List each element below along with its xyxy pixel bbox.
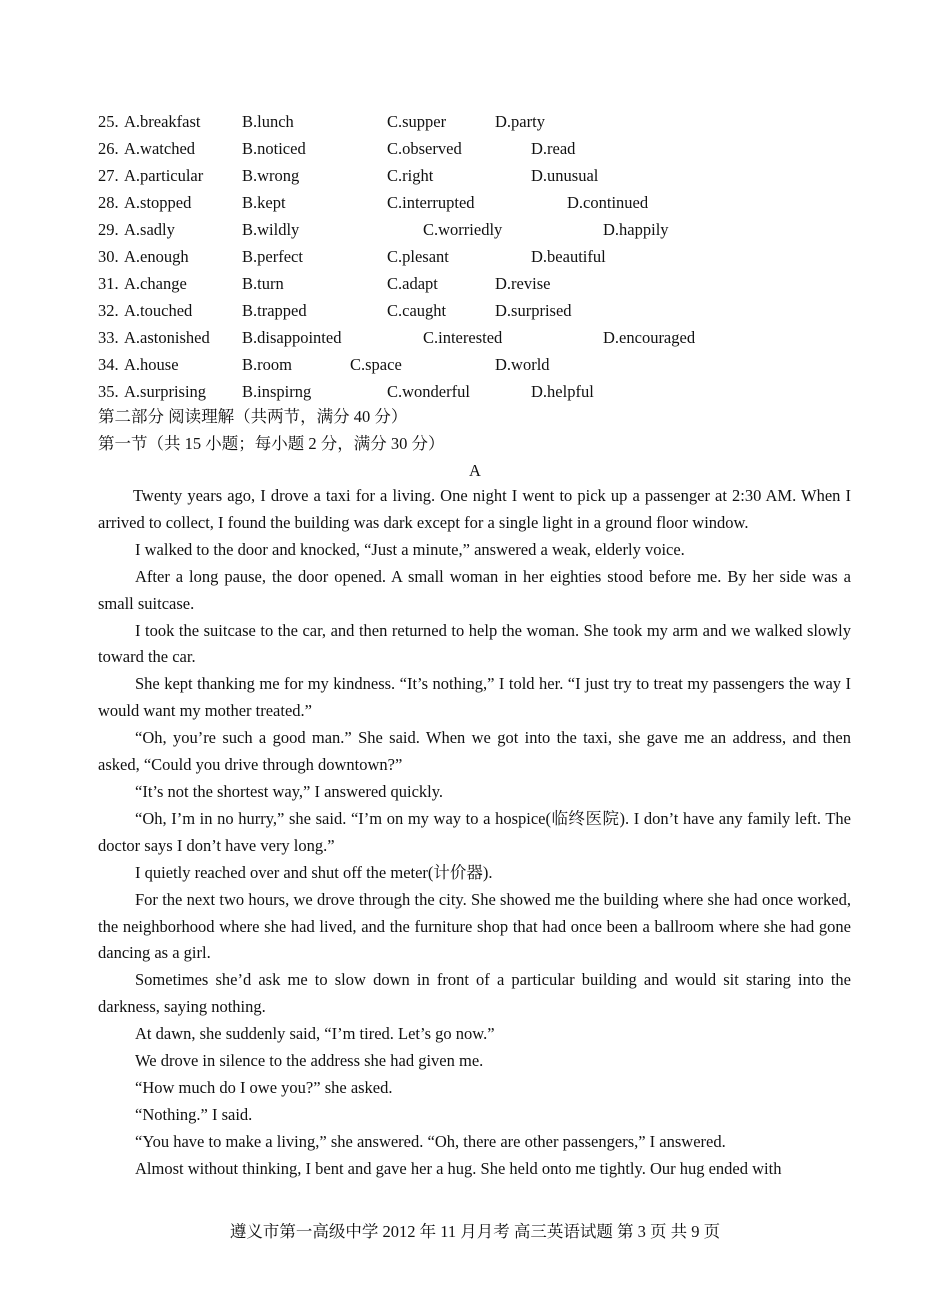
option-a: A.astonished xyxy=(124,328,210,347)
question-row-32 xyxy=(98,297,858,324)
passage-paragraph: “Nothing.” I said. xyxy=(135,1104,253,1124)
question-row-35 xyxy=(98,378,858,405)
question-number: 31. xyxy=(98,274,119,293)
option-b: B.wrong xyxy=(242,166,300,185)
passage-paragraph: At dawn, she suddenly said, “I’m tired. Let’s go now.” xyxy=(135,1024,495,1044)
option-d: D.revise xyxy=(495,274,551,293)
passage-paragraph: “How much do I owe you?” she asked. xyxy=(135,1077,393,1097)
option-a: A.house xyxy=(124,355,179,374)
question-number: 30. xyxy=(98,247,119,266)
option-a: A.touched xyxy=(124,301,193,320)
option-a: A.breakfast xyxy=(124,112,201,131)
option-c: C.interrupted xyxy=(387,193,475,212)
question-row-33 xyxy=(98,324,858,351)
option-c: C.caught xyxy=(387,301,447,320)
question-number: 32. xyxy=(98,301,119,320)
option-d: D.world xyxy=(495,355,550,374)
option-c: C.adapt xyxy=(387,274,438,293)
option-b: B.perfect xyxy=(242,247,303,266)
option-d: D.party xyxy=(495,112,545,131)
page-footer: 遵义市第一高级中学 2012 年 11 月月考 高三英语试题 第 3 页 共 9 页 xyxy=(229,1222,721,1241)
question-number: 26. xyxy=(98,139,119,158)
passage-paragraph: Sometimes she’d ask me to slow down in front of a particular building and would sit staring into the darkness, saying nothing. xyxy=(98,970,851,1017)
option-b: B.trapped xyxy=(242,301,307,320)
section-heading: 第一节（共 15 小题；每小题 2 分，满分 30 分） xyxy=(98,434,445,453)
question-number: 28. xyxy=(98,193,119,212)
question-row-31 xyxy=(98,270,858,297)
passage-paragraph: I walked to the door and knocked, “Just a minute,” answered a weak, elderly voice. xyxy=(135,539,685,559)
option-a: A.change xyxy=(124,274,187,293)
option-b: B.disappointed xyxy=(242,328,342,347)
option-c: C.supper xyxy=(387,112,447,131)
option-d: D.continued xyxy=(567,193,649,212)
passage-title: A xyxy=(469,461,481,480)
option-d: D.read xyxy=(531,139,576,158)
option-c: C.interested xyxy=(423,328,503,347)
passage-paragraph: Almost without thinking, I bent and gave her a hug. She held onto me tightly. Our hug ended with xyxy=(135,1158,782,1178)
passage-paragraph: “You have to make a living,” she answered. “Oh, there are other passengers,” I answered. xyxy=(135,1131,726,1151)
passage-paragraph: Twenty years ago, I drove a taxi for a living. One night I went to pick up a passenger at 2:30 AM. When I arrived to collect, I found the building was dark except for a single light in a ground floor window. xyxy=(98,486,851,532)
option-b: B.lunch xyxy=(242,112,294,131)
option-c: C.space xyxy=(350,355,402,374)
passage-paragraph: After a long pause, the door opened. A small woman in her eighties stood before me. By her side was a small suitcase. xyxy=(98,566,851,613)
passage-paragraph: We drove in silence to the address she had given me. xyxy=(135,1051,484,1071)
option-c: C.plesant xyxy=(387,247,449,266)
option-b: B.noticed xyxy=(242,139,306,158)
question-number: 33. xyxy=(98,328,119,347)
question-number: 25. xyxy=(98,112,119,131)
option-a: A.stopped xyxy=(124,193,192,212)
passage-paragraph: “It’s not the shortest way,” I answered quickly. xyxy=(135,781,444,801)
option-d: D.beautiful xyxy=(531,247,606,266)
question-row-27 xyxy=(98,162,858,189)
option-a: A.surprising xyxy=(124,382,207,401)
question-number: 34. xyxy=(98,355,119,374)
question-row-34 xyxy=(98,351,858,378)
option-d: D.surprised xyxy=(495,301,572,320)
question-row-30 xyxy=(98,243,858,270)
option-b: B.inspirng xyxy=(242,382,312,401)
option-d: D.encouraged xyxy=(603,328,696,347)
option-a: A.enough xyxy=(124,247,189,266)
passage-paragraph: “Oh, I’m in no hurry,” she said. “I’m on my way to a hospice(临终医院). I don’t have any family left. The doctor says I don’t have very long.” xyxy=(98,808,851,855)
passage-paragraph: She kept thanking me for my kindness. “It’s nothing,” I told her. “I just try to treat my passengers the way I would want my mother treated.” xyxy=(98,674,851,721)
question-row-29 xyxy=(98,216,858,243)
question-row-28 xyxy=(98,189,858,216)
option-b: B.kept xyxy=(242,193,286,212)
option-c: C.worriedly xyxy=(423,220,503,239)
passage-paragraph: I took the suitcase to the car, and then returned to help the woman. She took my arm and we walked slowly toward the car. xyxy=(98,620,851,667)
option-d: D.unusual xyxy=(531,166,599,185)
passage-paragraph: I quietly reached over and shut off the meter(计价器). xyxy=(135,862,493,882)
question-number: 29. xyxy=(98,220,119,239)
option-a: A.particular xyxy=(124,166,204,185)
option-b: B.wildly xyxy=(242,220,300,239)
option-c: C.wonderful xyxy=(387,382,470,401)
passage-paragraph: “Oh, you’re such a good man.” She said. When we got into the taxi, she gave me an address, and then asked, “Could you drive through downtown?” xyxy=(98,728,851,775)
option-a: A.sadly xyxy=(124,220,175,239)
part-heading: 第二部分 阅读理解（共两节，满分 40 分） xyxy=(98,407,408,426)
passage-paragraph: For the next two hours, we drove through the city. She showed me the building where she had once worked, the neighborhood where she had lived, and the furniture shop that had once been a ballroom where she had gone dancing as a girl. xyxy=(98,889,851,963)
option-b: B.room xyxy=(242,355,292,374)
option-b: B.turn xyxy=(242,274,284,293)
passage-body xyxy=(98,483,851,1183)
option-d: D.helpful xyxy=(531,382,594,401)
option-c: C.right xyxy=(387,166,434,185)
question-number: 35. xyxy=(98,382,119,401)
option-a: A.watched xyxy=(124,139,196,158)
option-c: C.observed xyxy=(387,139,462,158)
question-row-26 xyxy=(98,135,858,162)
option-d: D.happily xyxy=(603,220,669,239)
question-number: 27. xyxy=(98,166,119,185)
question-row-25 xyxy=(98,108,858,135)
